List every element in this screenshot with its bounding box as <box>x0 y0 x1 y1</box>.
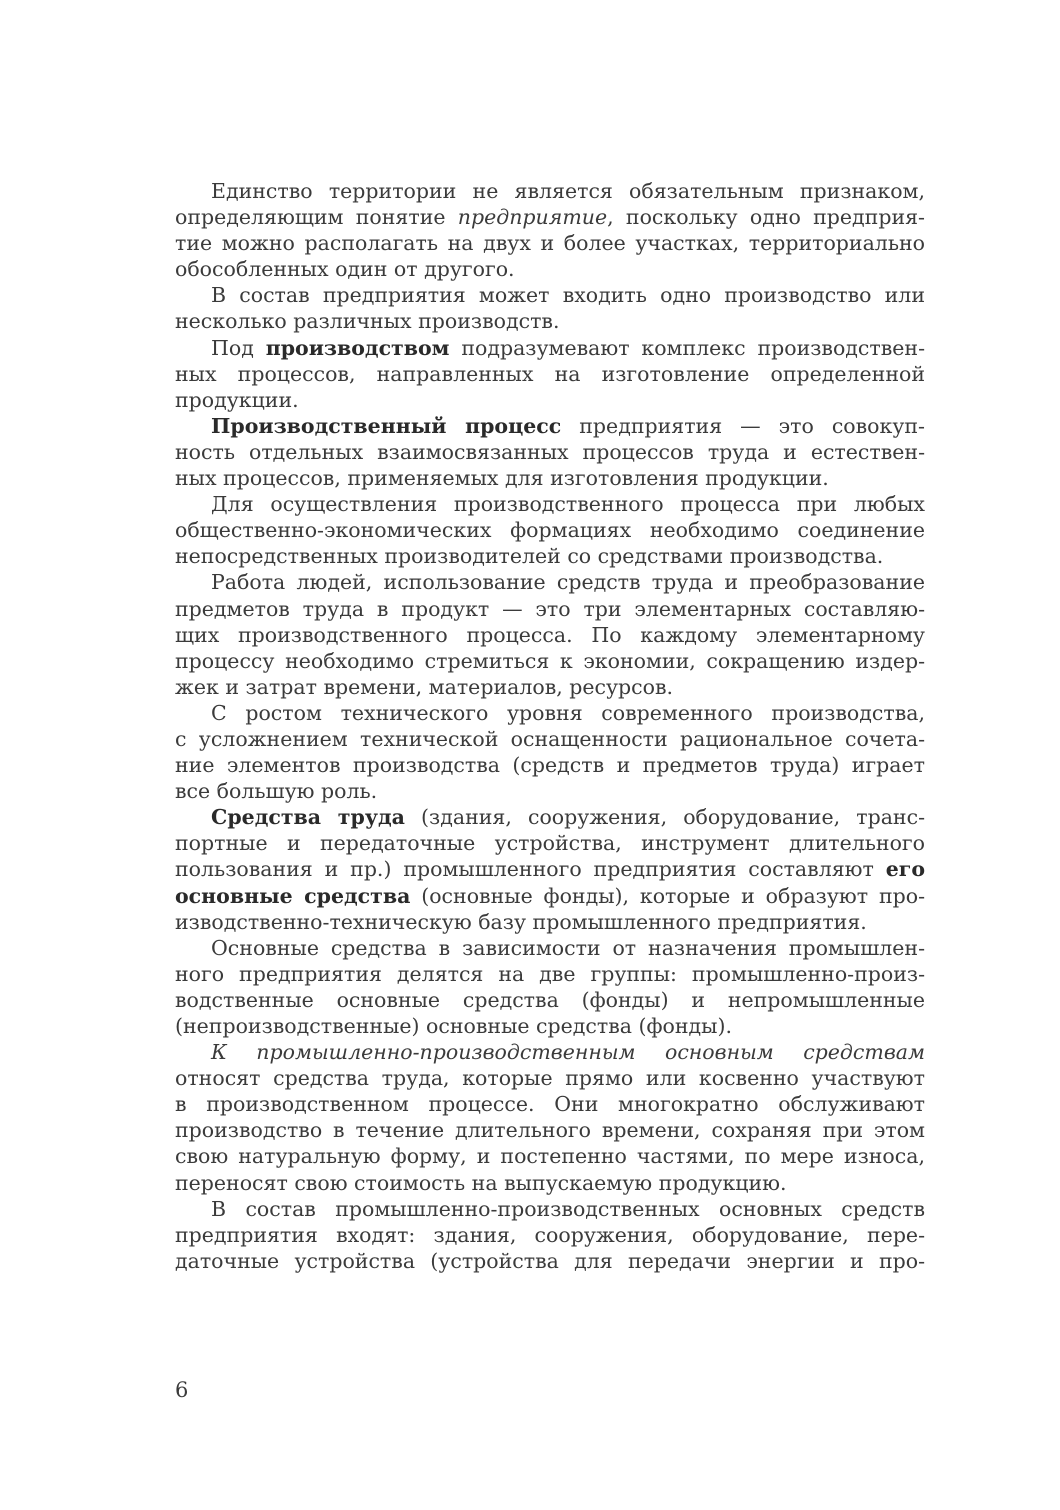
text-run: предприятия входят: здания, сооружения, оборудование, пере- <box>175 1222 925 1247</box>
text-run: ние элементов производства (средств и предметов труда) играет <box>175 753 925 778</box>
text-run: Для осуществления производственного процесса при любых <box>211 492 925 517</box>
text-run: В состав предприятия может входить одно производство или <box>211 283 925 308</box>
text-run: водственные основные средства (фонды) и непромышленные <box>175 987 925 1012</box>
text-line <box>175 883 925 909</box>
text-line <box>175 543 925 569</box>
text-line <box>175 230 925 256</box>
text-run: изводственно-техническую базу промышленного предприятия. <box>175 909 867 934</box>
text-run: определяющим понятие <box>175 205 458 230</box>
text-line <box>175 856 925 882</box>
text-line <box>175 700 925 726</box>
text-run: непосредственных производителей со средствами производства. <box>175 544 884 569</box>
text-line <box>175 935 925 961</box>
text-line <box>175 909 925 935</box>
text-line <box>175 1222 925 1248</box>
text-line <box>175 465 925 491</box>
text-run: портные и передаточные устройства, инструмент длительного <box>175 831 925 856</box>
text-run: ных процессов, направленных на изготовление определенной <box>175 361 925 386</box>
text-run: ного предприятия делятся на две группы: промышленно-произ- <box>175 961 925 986</box>
text-run: Основные средства в зависимости от назначения промышлен- <box>211 935 925 960</box>
text-line <box>175 1117 925 1143</box>
text-line <box>175 204 925 230</box>
text-run: (здания, сооружения, оборудование, транс- <box>404 805 925 830</box>
text-run: несколько различных производств. <box>175 309 560 334</box>
text-run: свою натуральную форму, и постепенно частями, по мере износа, <box>175 1144 925 1169</box>
text-line <box>175 1013 925 1039</box>
text-run: все большую роль. <box>175 779 378 804</box>
text-line <box>175 987 925 1013</box>
text-line <box>175 622 925 648</box>
text-run: предприятия — это совокуп- <box>561 413 925 438</box>
page-number: 6 <box>175 1378 189 1402</box>
text-line <box>175 517 925 543</box>
text-line <box>175 491 925 517</box>
text-line <box>175 308 925 334</box>
bold-term: его <box>885 857 925 882</box>
text-run: тие можно располагать на двух и более участках, территориально <box>175 231 925 256</box>
text-line <box>175 178 925 204</box>
bold-term: Производственный процесс <box>211 413 562 438</box>
text-run: даточные устройства (устройства для передачи энергии и про- <box>175 1248 925 1273</box>
text-line <box>175 1039 925 1065</box>
text-run: предметов труда в продукт — это три элементарных составляю- <box>175 596 925 621</box>
text-run: пользования и пр.) промышленного предприятия составляют <box>175 857 886 882</box>
text-run: жек и затрат времени, материалов, ресурсов. <box>175 674 674 699</box>
text-line <box>175 569 925 595</box>
text-run: Под <box>211 335 266 360</box>
italic-term: К промышленно-производственным основным средствам <box>211 1040 925 1065</box>
text-line <box>175 1065 925 1091</box>
text-run: (непроизводственные) основные средства (фонды). <box>175 1014 733 1038</box>
text-line <box>175 596 925 622</box>
text-run: продукции. <box>175 387 299 412</box>
text-line <box>175 413 925 439</box>
text-line <box>175 830 925 856</box>
text-line <box>175 361 925 387</box>
bold-term: Средства труда <box>211 805 405 830</box>
text-run: процессу необходимо стремиться к экономии, сокращению издер- <box>175 648 925 673</box>
text-run: общественно-экономических формациях необходимо соединение <box>175 518 925 543</box>
text-line <box>175 1248 925 1274</box>
text-run: С ростом технического уровня современного производства, <box>211 700 925 725</box>
text-run: подразумевают комплекс производствен- <box>449 335 926 360</box>
text-line <box>175 961 925 987</box>
text-line <box>175 648 925 674</box>
text-line <box>175 256 925 282</box>
bold-term: основные средства <box>175 883 411 908</box>
text-line <box>175 1091 925 1117</box>
text-run: в производственном процессе. Они многократно обслуживают <box>175 1092 925 1117</box>
text-run: относят средства труда, которые прямо или косвенно участвуют <box>175 1066 925 1091</box>
text-run: обособленных один от другого. <box>175 257 515 282</box>
text-line <box>175 726 925 752</box>
body-text <box>175 178 925 1274</box>
text-line <box>175 752 925 778</box>
text-run: щих производственного процесса. По каждому элементарному <box>175 622 925 647</box>
text-line <box>175 387 925 413</box>
text-run: с усложнением технической оснащенности рациональное сочета- <box>175 726 925 751</box>
text-line <box>175 439 925 465</box>
text-run: , поскольку одно предприя- <box>607 205 925 230</box>
text-run: Работа людей, использование средств труда и преобразование <box>211 570 925 595</box>
text-run: производство в течение длительного времени, сохраняя при этом <box>175 1118 925 1143</box>
text-run: ность отдельных взаимосвязанных процессов труда и естествен- <box>175 439 925 464</box>
text-run: (основные фонды), которые и образуют про- <box>410 883 925 908</box>
text-run: Единство территории не является обязательным признаком, <box>211 179 925 203</box>
text-line <box>175 1170 925 1196</box>
text-line <box>175 778 925 804</box>
text-line <box>175 1143 925 1169</box>
text-line <box>175 1196 925 1222</box>
text-line <box>175 804 925 830</box>
bold-term: производством <box>265 335 450 360</box>
text-run: В состав промышленно-производственных основных средств <box>211 1196 925 1221</box>
text-line <box>175 335 925 361</box>
text-run: переносят свою стоимость на выпускаемую продукцию. <box>175 1170 787 1195</box>
italic-term: предприятие <box>457 205 608 230</box>
text-run: ных процессов, применяемых для изготовления продукции. <box>175 466 829 491</box>
text-line <box>175 674 925 700</box>
text-line <box>175 282 925 308</box>
